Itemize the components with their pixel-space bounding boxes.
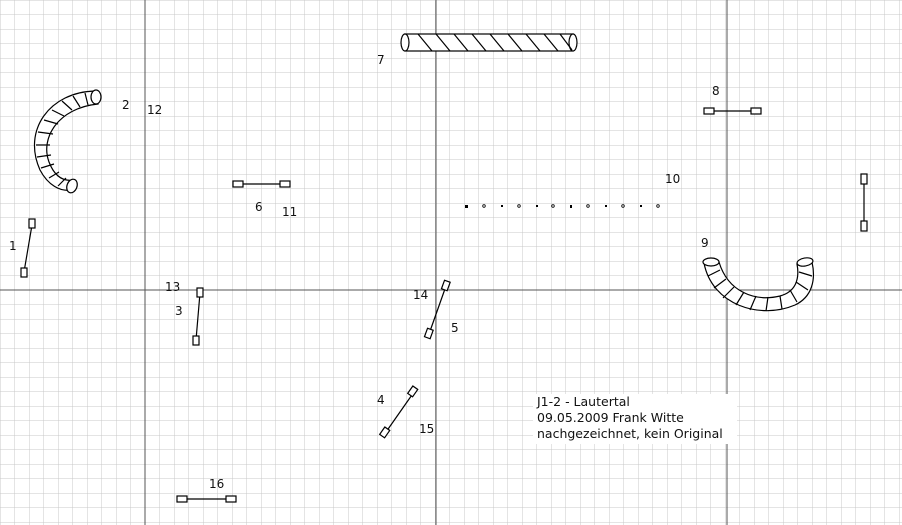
course-date-author: 09.05.2009 Frank Witte — [537, 410, 684, 425]
label-5: 5 — [451, 321, 459, 335]
course-info-box — [533, 394, 737, 444]
label-14: 14 — [413, 288, 429, 302]
label-13: 13 — [165, 280, 181, 294]
label-11: 11 — [282, 205, 298, 219]
label-15: 15 — [419, 422, 435, 436]
course-title: J1-2 - Lautertal — [537, 394, 630, 409]
straight-tunnel-7 — [401, 34, 577, 51]
label-2: 2 — [122, 98, 130, 112]
label-8: 8 — [712, 84, 720, 98]
label-7: 7 — [377, 53, 385, 67]
label-10: 10 — [665, 172, 681, 186]
label-3: 3 — [175, 304, 183, 318]
label-12: 12 — [147, 103, 163, 117]
label-6: 6 — [255, 200, 263, 214]
label-4: 4 — [377, 393, 385, 407]
label-9: 9 — [701, 236, 709, 250]
course-note: nachgezeichnet, kein Original — [537, 426, 723, 441]
label-1: 1 — [9, 239, 17, 253]
label-16: 16 — [209, 477, 225, 491]
